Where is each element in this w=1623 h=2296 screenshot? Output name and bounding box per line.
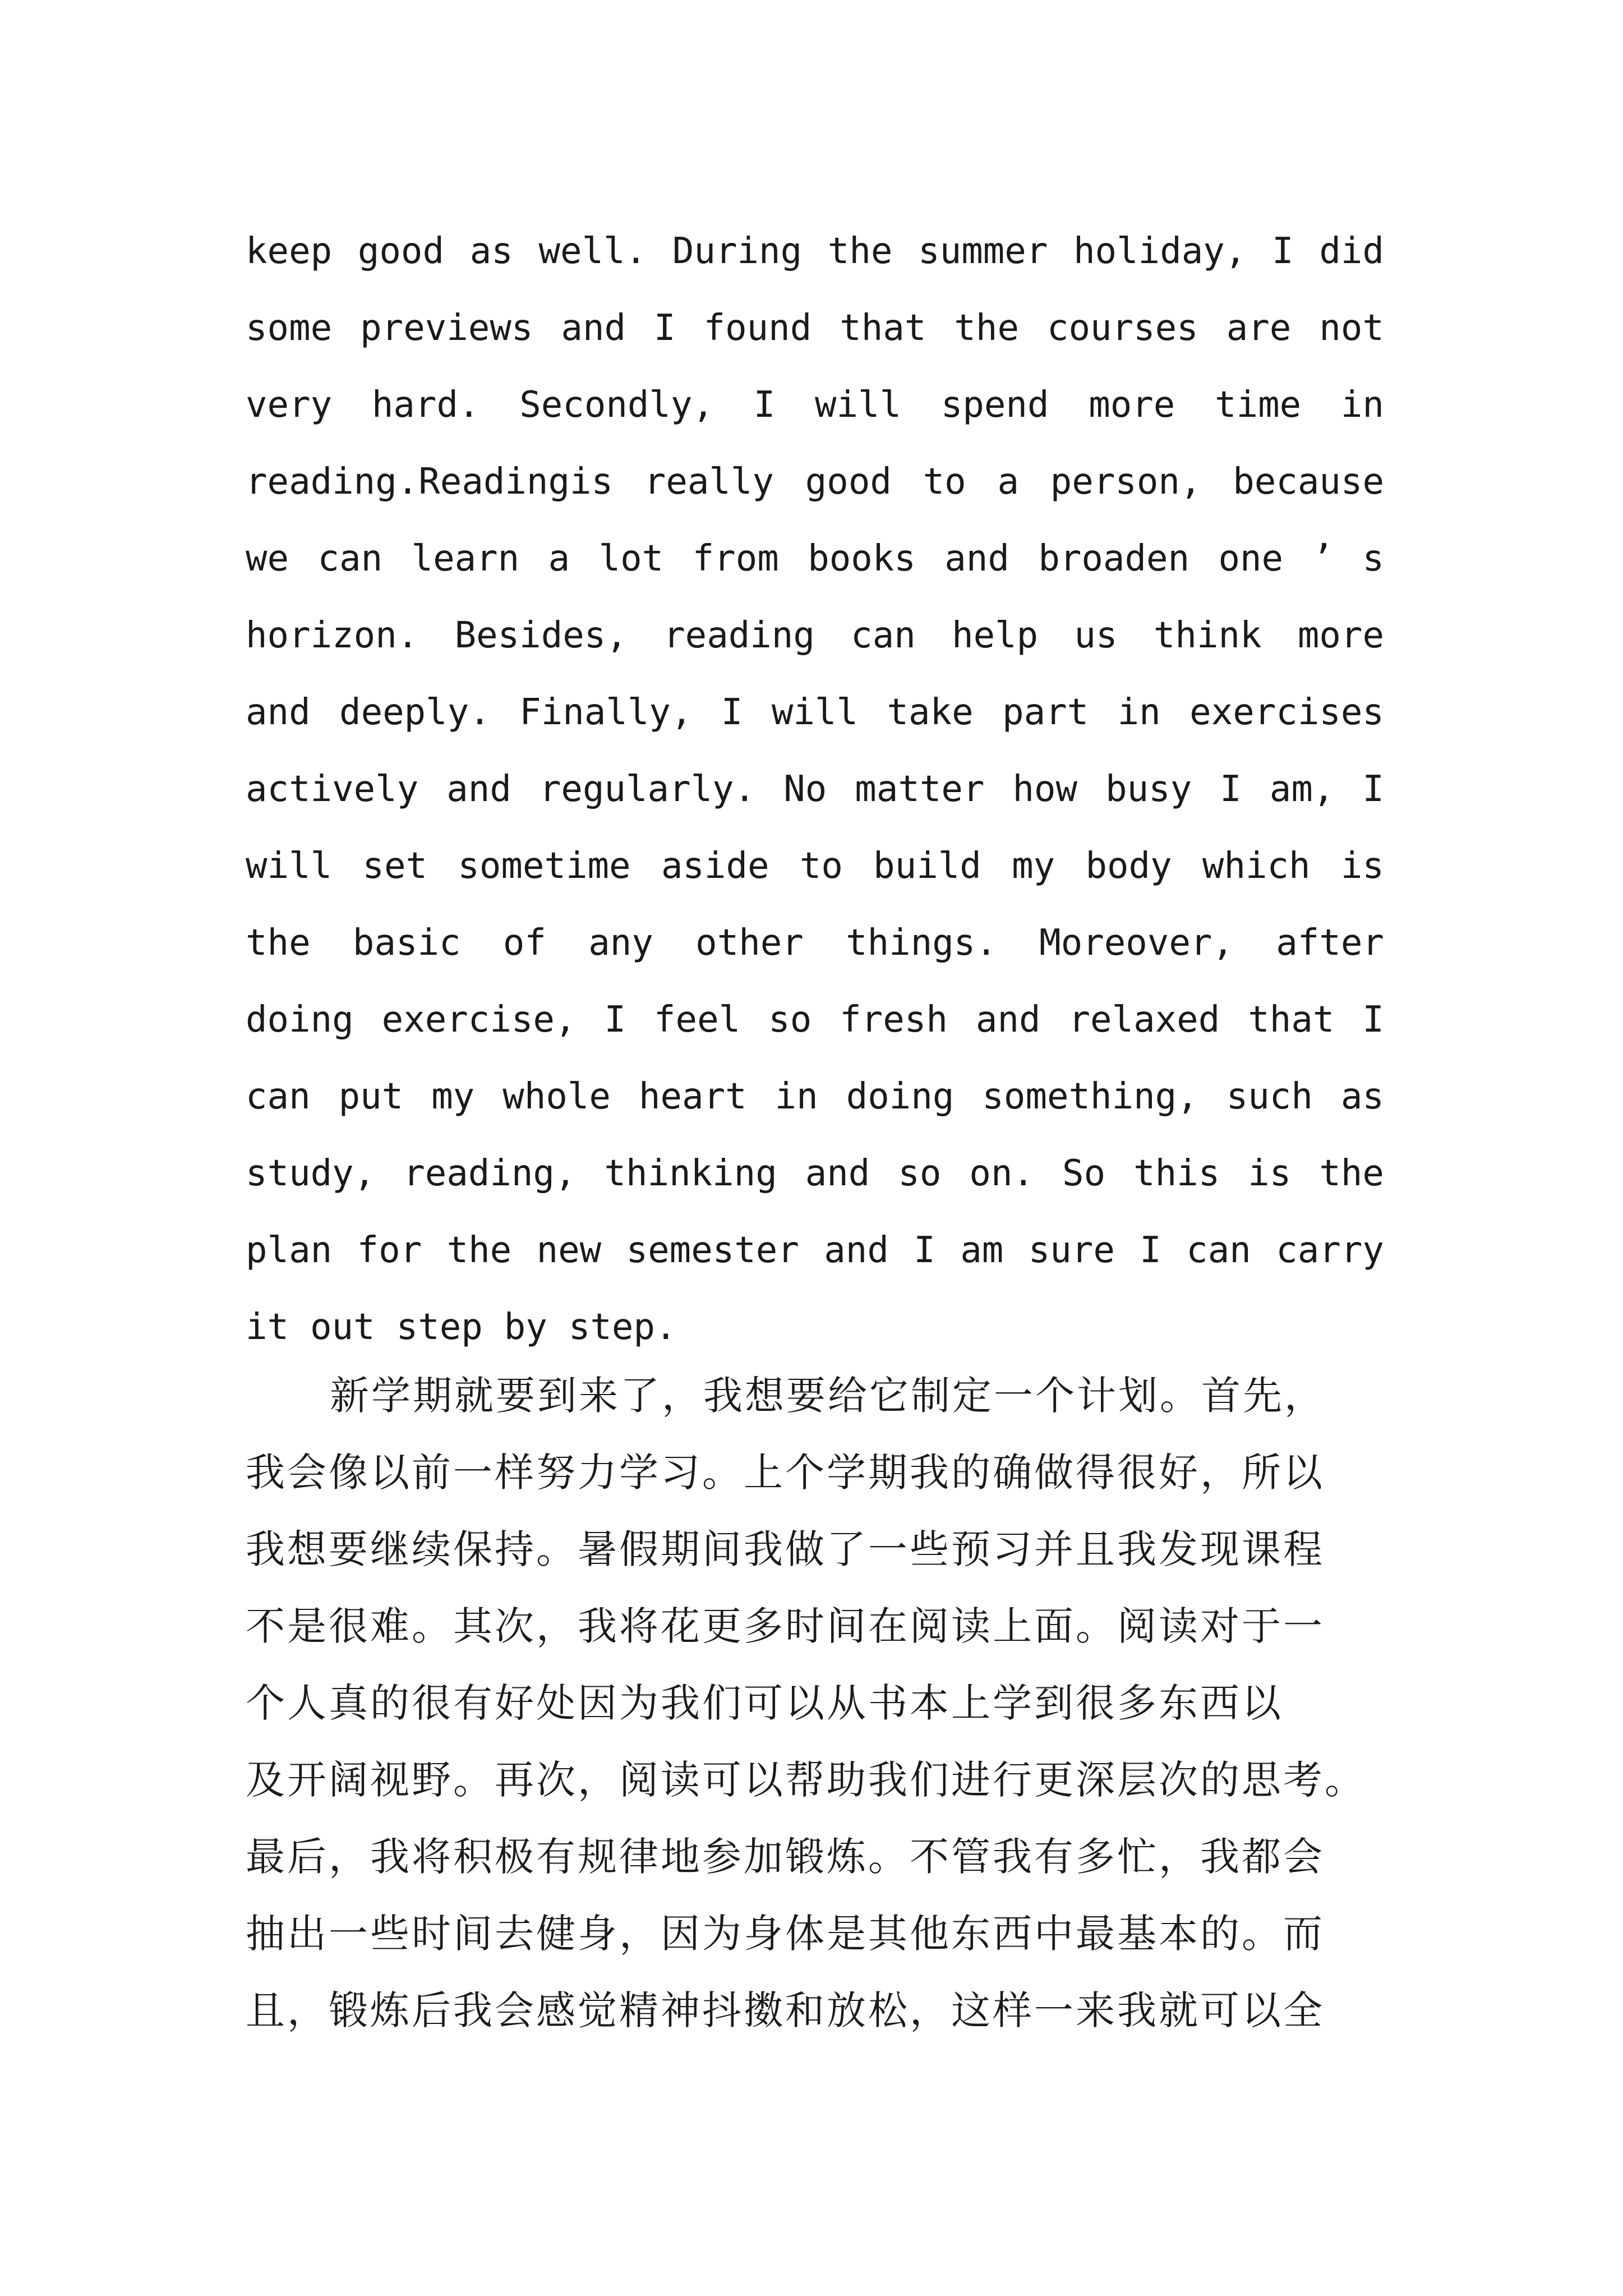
english-line: and deeply. Finally, I will take part in exercises <box>246 692 1384 733</box>
chinese-line: 最后，我将积极有规律地参加锻炼。不管我有多忙，我都会 <box>246 1834 1325 1880</box>
english-line: study, reading, thinking and so on. So this is the <box>246 1153 1384 1194</box>
chinese-line: 新学期就要到来了，我想要给它制定一个计划。首先， <box>330 1373 1326 1419</box>
chinese-line: 不是很难。其次，我将花更多时间在阅读上面。阅读对于一 <box>246 1603 1325 1649</box>
english-line: we can learn a lot from books and broaden one ’ s <box>246 538 1384 579</box>
english-line: doing exercise, I feel so fresh and relaxed that I <box>246 999 1384 1041</box>
english-line: some previews and I found that the courses are not <box>246 307 1384 349</box>
english-line: will set sometime aside to build my body which is <box>246 845 1384 887</box>
english-line: can put my whole heart in doing something, such as <box>246 1076 1384 1117</box>
english-line: plan for the new semester and I am sure I can carry <box>246 1230 1384 1271</box>
chinese-line: 个人真的很有好处因为我们可以从书本上学到很多东西以 <box>246 1680 1283 1726</box>
chinese-line: 我想要继续保持。暑假期间我做了一些预习并且我发现课程 <box>246 1526 1325 1572</box>
english-line: horizon. Besides, reading can help us think more <box>246 615 1384 656</box>
english-line: keep good as well. During the summer holiday, I did <box>246 231 1384 272</box>
english-paragraph <box>246 213 1384 1366</box>
english-line: it out step by step. <box>246 1306 677 1348</box>
chinese-line: 我会像以前一样努力学习。上个学期我的确做得很好，所以 <box>246 1450 1325 1496</box>
chinese-paragraph <box>246 1358 1384 2049</box>
english-line: actively and regularly. No matter how busy I am, I <box>246 769 1384 810</box>
chinese-line: 抽出一些时间去健身，因为身体是其他东西中最基本的。而 <box>246 1911 1325 1957</box>
chinese-line: 且，锻炼后我会感觉精神抖擞和放松，这样一来我就可以全 <box>246 1987 1325 2033</box>
english-line: the basic of any other things. Moreover, after <box>246 922 1384 964</box>
english-line: very hard. Secondly, I will spend more time in <box>246 384 1384 426</box>
chinese-line: 及开阔视野。再次，阅读可以帮助我们进行更深层次的思考。 <box>246 1757 1366 1803</box>
english-line: reading.Readingis really good to a person, because <box>246 461 1384 503</box>
